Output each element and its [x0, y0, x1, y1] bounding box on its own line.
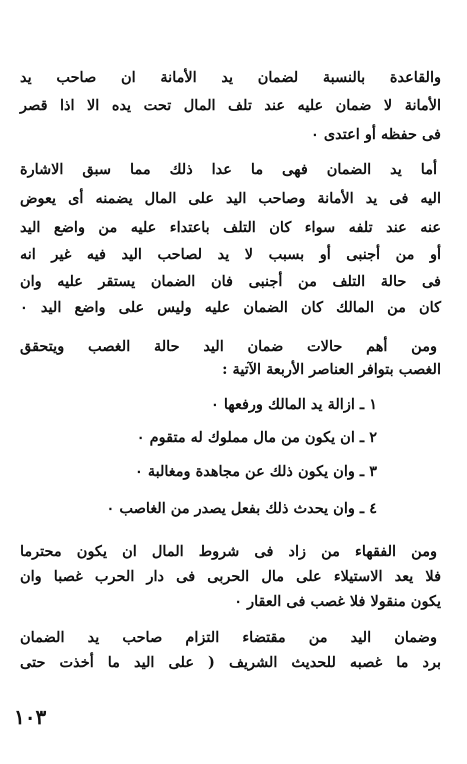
- text-line-20: برد ما غصبه للحديث الشريف ( على اليد ما أخذت حتى: [20, 654, 441, 671]
- text-line-3: فى حفظه أو اعتدى ٠: [310, 126, 441, 143]
- text-line-7: أو من أجنبى أو بسبب لا يد لصاحب اليد فيه غير انه: [20, 246, 441, 263]
- text-line-5: اليه فى يد الأمانة وصاحب اليد على المال يضمنه أى يعوض: [20, 190, 441, 207]
- list-item-2: ٢ ـ ان يكون من مال مملوك له متقوم ٠: [136, 429, 377, 446]
- list-item-1: ١ ـ ازالة يد المالك ورفعها ٠: [211, 396, 377, 413]
- text-line-1: والقاعدة بالنسبة لضمان يد الأمانة ان صاحب يد: [20, 69, 441, 86]
- text-line-19: وضمان اليد من مقتضاء التزام صاحب يد الضمان: [20, 629, 437, 646]
- text-line-16: ومن الفقهاء من زاد فى شروط المال ان يكون محترما: [20, 543, 437, 560]
- text-line-9: كان من المالك كان الضمان عليه وليس على واضع اليد ٠: [20, 299, 441, 316]
- text-line-18: يكون منقولا فلا غصب فى العقار ٠: [234, 593, 441, 610]
- text-line-6: عنه عند تلفه سواء كان التلف باعتداء عليه من واضع اليد: [20, 219, 441, 236]
- text-line-11: الغصب بتوافر العناصر الأربعة الآتية :: [222, 361, 441, 378]
- page-number: ١٠٣: [14, 705, 47, 729]
- list-item-4: ٤ ـ وان يحدث ذلك بفعل يصدر من الغاصب ٠: [106, 500, 377, 517]
- text-line-8: فى حالة التلف من أجنبى فان الضمان يستقر عليه وان: [20, 273, 441, 290]
- list-item-3: ٣ ـ وان يكون ذلك عن مجاهدة ومغالبة ٠: [134, 463, 377, 480]
- text-line-17: فلا يعد الاستيلاء على مال الحربى فى دار الحرب غصبا وان: [20, 568, 441, 585]
- text-line-10: ومن أهم حالات ضمان اليد حالة الغصب ويتحقق: [20, 338, 437, 355]
- text-line-2: الأمانة لا ضمان عليه عند تلف المال تحت يده الا اذا قصر: [20, 97, 441, 114]
- text-line-4: أما يد الضمان فهى ما عدا ذلك مما سبق الاشارة: [20, 161, 437, 178]
